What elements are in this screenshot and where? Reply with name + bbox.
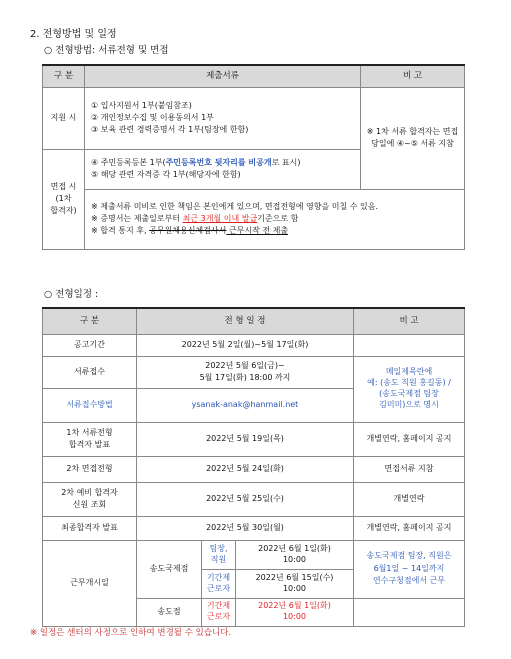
position-label (202, 569, 236, 598)
label-line: 1차 서류전형 (66, 428, 113, 437)
footnote-text: 기준으로 함 (257, 214, 299, 223)
col-header-category: 구 분 (43, 65, 85, 87)
position-line: 기간제 (206, 601, 231, 611)
schedule-remark: 면접서류 지참 (354, 456, 465, 482)
row-label (43, 422, 137, 456)
date-line: 10:00 (282, 612, 307, 621)
date-line: 2022년 6월 1일(화) (258, 543, 331, 553)
col-header-category: 구 분 (43, 308, 137, 334)
label-line: 신원 조회 (72, 500, 107, 509)
date-line: 5월 17일(화) 18:00 까지 (199, 373, 291, 382)
remark-line: 연수구청점에서 근무 (372, 576, 446, 586)
method-title: ○ 전형방법: 서류전형 및 면접 (44, 45, 169, 56)
remark-line: 송도국제점 팀장, 직원은 (366, 550, 452, 560)
interview-label-line: 면접 시 (50, 182, 77, 191)
position-label (202, 598, 236, 626)
schedule-date: 2022년 5월 19일(목) (137, 422, 354, 456)
schedule-date (137, 356, 354, 388)
doc-item-text: ④ 주민등록등본 1부( (91, 158, 166, 167)
schedule-remark: 개별연락, 홈페이지 공지 (354, 422, 465, 456)
schedule-title: ○ 전형일정 : (44, 289, 99, 300)
doc-item-emphasis: 주민등록번호 뒷자리를 비공개 (165, 158, 272, 167)
start-date (236, 540, 354, 569)
interview-docs (85, 149, 361, 189)
footnote-emphasis: 최근 3개월 이내 발급 (182, 214, 258, 223)
doc-item-text: 로 표시) (271, 158, 301, 167)
email-link[interactable]: ysanak-anak@hanmail.net (137, 388, 354, 422)
footnote: ※ 제출서류 미비로 인한 책임은 본인에게 있으며, 면접전형에 영향을 미칠 수 있음. (91, 202, 379, 211)
row-label: 공고기간 (43, 334, 137, 356)
interview-label-line: (1차 (55, 194, 72, 203)
footer-note: ※ 일정은 센터의 사정으로 인하여 변경될 수 있습니다. (30, 628, 232, 638)
date-line: 2022년 5월 6일(금)~ (205, 361, 285, 370)
date-line: 2022년 6월 15일(수) (255, 572, 334, 582)
position-line: 팀장, (209, 543, 228, 553)
date-line: 2022년 6월 1일(화) (258, 601, 331, 611)
position-label (202, 540, 236, 569)
footnote-strike: 공무원채용신체검사서 (149, 226, 227, 235)
receipt-remark (354, 356, 465, 422)
start-remark (354, 540, 465, 598)
position-line: 기간제 (206, 572, 231, 582)
label-line: 2차 예비 합격자 (61, 488, 118, 497)
date-line: 10:00 (282, 583, 307, 593)
doc-item: ① 입사지원서 1부(붙임참조) (91, 101, 192, 110)
doc-item: ③ 보육 관련 경력증명서 각 1부(팀장에 한함) (91, 125, 249, 134)
schedule-remark: 개별연락, 홈페이지 공지 (354, 516, 465, 540)
col-header-documents: 제출서류 (85, 65, 361, 87)
footnote (91, 213, 464, 225)
position-line: 근로자 (206, 583, 231, 593)
row-label: 2차 면접전형 (43, 456, 137, 482)
applicant-docs (85, 87, 361, 149)
remark-line: 김미미)으로 명시 (379, 399, 439, 409)
remark-line: 메일제목란에 (385, 367, 433, 377)
position-line: 직원 (210, 554, 227, 564)
schedule-date: 2022년 5월 30일(월) (137, 516, 354, 540)
footnote-text: ※ 증명서는 제출일로부터 (91, 214, 183, 223)
col-header-remarks: 비 고 (361, 65, 465, 87)
row-label: 최종합격자 발표 (43, 516, 137, 540)
start-date (236, 598, 354, 626)
col-header-schedule: 전 형 일 정 (137, 308, 354, 334)
doc-item: ② 개인정보수집 및 이용동의서 1부 (91, 113, 214, 122)
footnote-text: ※ 합격 통지 후, (91, 226, 150, 235)
schedule-date: 2022년 5월 25일(수) (137, 482, 354, 516)
row-label-applicant: 지원 시 (43, 87, 85, 149)
footnote (91, 225, 464, 237)
remark-line: 6월1일 ~ 14일까지 (373, 563, 445, 573)
schedule-table (42, 307, 465, 627)
schedule-date: 2022년 5월 24일(화) (137, 456, 354, 482)
date-line: 10:00 (282, 554, 307, 564)
row-label: 서류접수 (43, 356, 137, 388)
section-title: 2. 전형방법 및 일정 (30, 29, 117, 40)
schedule-remark: 개별연락 (354, 482, 465, 516)
documents-footnotes (85, 189, 465, 249)
remark-line: 예: (송도 직원 홍길동) / (367, 378, 451, 388)
row-label (43, 482, 137, 516)
col-header-remarks: 비 고 (354, 308, 465, 334)
remark-line: (송도국제점 팀장 (379, 389, 439, 398)
footnote-text: 근무시작 전 제출 (226, 226, 289, 235)
doc-item (91, 157, 360, 169)
row-label-interview (43, 149, 85, 249)
branch-label: 송도국제점 (137, 540, 202, 598)
applicant-remark: ※ 1차 서류 합격자는 면접 당일에 ④~⑤ 서류 지참 (361, 87, 465, 189)
row-label: 서류접수방법 (43, 388, 137, 422)
start-date (236, 569, 354, 598)
documents-table (42, 64, 465, 250)
position-line: 근로자 (206, 612, 231, 621)
interview-label-line: 합격자) (50, 206, 77, 215)
label-line: 합격자 발표 (68, 440, 111, 449)
row-label-start: 근무개시일 (43, 540, 137, 626)
doc-item: ⑤ 해당 관련 자격증 각 1부(해당자에 한함) (91, 170, 241, 179)
start-remark-empty (354, 598, 465, 626)
branch-label: 송도점 (137, 598, 202, 626)
schedule-remark (354, 334, 465, 356)
schedule-date: 2022년 5월 2일(월)~5월 17일(화) (137, 334, 354, 356)
